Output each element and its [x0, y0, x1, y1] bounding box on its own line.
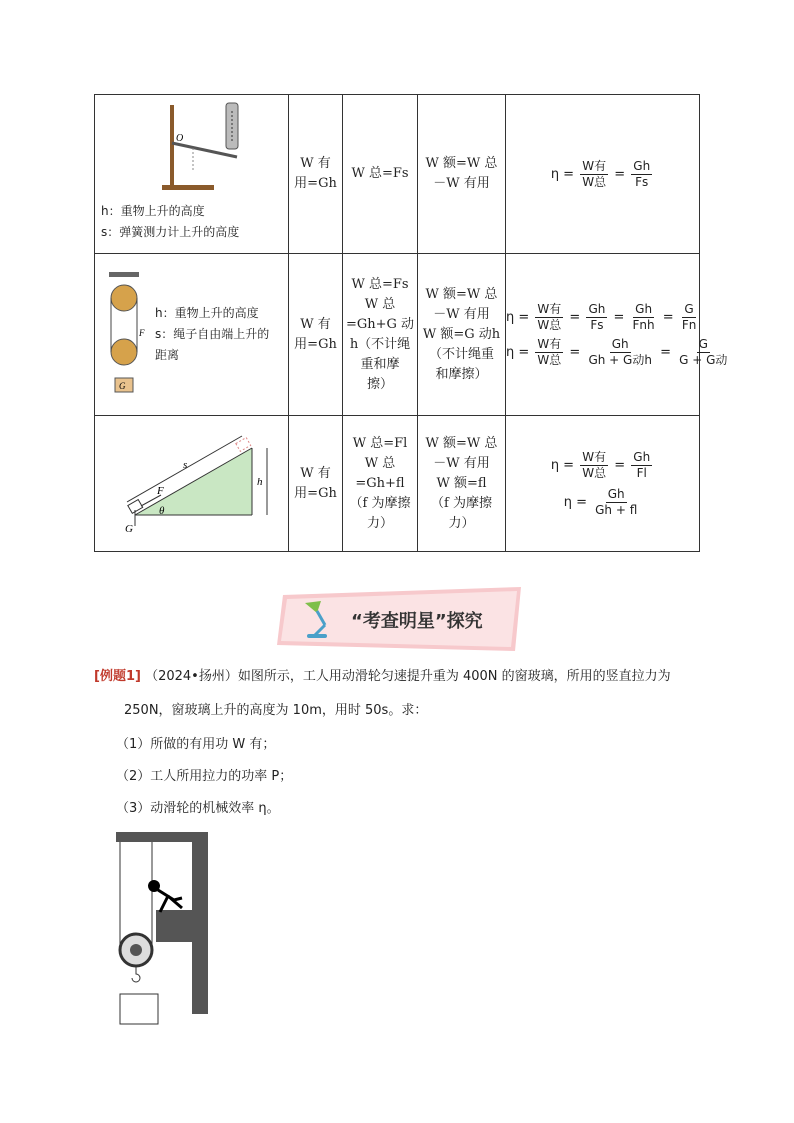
efficiency-cell	[506, 95, 700, 254]
formula-token: =	[565, 344, 585, 360]
formula-token: =	[565, 309, 585, 325]
useful-work-line: 用=Gh	[294, 336, 337, 352]
extra-work-line: W 额=W 总	[425, 156, 498, 171]
formula-fraction: $\frac{\text{W有}}{\text{W总}}$	[537, 301, 562, 332]
lever-figure-cell	[95, 95, 289, 254]
efficiency-cell	[506, 416, 700, 552]
incline-diagram	[107, 420, 277, 540]
force-label: F	[139, 327, 145, 338]
question-2: （2）工人所用拉力的功率 P；	[116, 769, 293, 784]
section-banner	[277, 587, 521, 651]
extra-work-line: －W 有用	[433, 176, 490, 191]
extra-work-cell	[418, 95, 506, 254]
efficiency-formula	[506, 336, 728, 368]
table-row	[95, 416, 700, 552]
total-work-line: h（不计绳	[349, 336, 411, 352]
useful-work-cell	[289, 416, 343, 552]
total-work-line: =Gh+G 动	[345, 316, 415, 332]
useful-work-line: W 有	[300, 316, 331, 332]
incline-label-f: F	[156, 485, 164, 497]
efficiency-cell	[506, 254, 728, 416]
extra-work-line: W 额=G 动h	[422, 326, 501, 342]
useful-work-line: 用=Gh	[294, 176, 337, 191]
extra-work-line: 力）	[448, 515, 475, 531]
formula-token: η =	[506, 344, 534, 360]
total-work-line: W 总=Fl	[352, 435, 408, 451]
pivot-label: O	[175, 133, 183, 144]
caption-s: s：绳子自由端上升的	[155, 327, 270, 341]
formula-token: =	[658, 309, 678, 325]
formula-fraction: $\frac{G}{\text{G + G动}}$	[679, 336, 728, 367]
extra-work-line: W 额=fl	[436, 475, 487, 491]
useful-work-cell	[289, 95, 343, 254]
extra-work-line: 和摩擦）	[435, 366, 488, 382]
total-work-line: 擦）	[366, 376, 393, 392]
incline-label-theta: θ	[158, 505, 164, 517]
caption-h: h：重物上升的高度	[101, 204, 205, 218]
question-3: （3）动滑轮的机械效率 η。	[116, 801, 280, 816]
useful-work-line: W 有	[300, 156, 331, 171]
example-tag: [例题1]	[94, 669, 141, 684]
total-work-line: W 总	[364, 296, 396, 312]
efficiency-formula	[506, 450, 699, 481]
extra-work-line: （f 为摩擦	[431, 495, 492, 511]
example-line-1	[94, 664, 714, 690]
total-work-line: =Gh+fl	[355, 475, 405, 491]
total-work-line: W 总=Fs	[351, 166, 409, 181]
total-work-line: 力）	[366, 515, 393, 531]
formula-fraction: $\frac{Gh}{\text{Fnh}}$	[632, 301, 655, 332]
efficiency-formula	[506, 302, 699, 333]
banner-title: “考查明星”探究	[351, 611, 483, 632]
lever-diagram	[102, 99, 282, 194]
formula-token: η =	[550, 457, 579, 473]
total-work-line: W 总=Fs	[351, 276, 409, 292]
formula-fraction: $\frac{G}{Fn}$	[681, 301, 697, 332]
total-work-line: （f 为摩擦	[349, 495, 411, 511]
total-work-line: 重和摩	[360, 356, 400, 372]
incline-figure-cell	[95, 416, 289, 552]
extra-work-line: （不计绳重	[428, 346, 494, 362]
formula-token: η =	[506, 309, 534, 325]
useful-work-line: W 有	[300, 465, 331, 481]
caption-h: h：重物上升的高度	[155, 306, 259, 320]
worker-pulley-figure	[112, 828, 212, 1028]
incline-label-h: h	[256, 476, 262, 488]
formula-fraction: $\frac{\text{W有}}{\text{W总}}$	[537, 336, 562, 367]
formula-token: =	[610, 457, 630, 473]
formula-fraction: $\frac{Gh}{\text{Gh + G动h}}$	[588, 336, 652, 367]
efficiency-formula	[506, 487, 699, 518]
extra-work-line: －W 有用	[433, 455, 490, 471]
pulley-diagram	[101, 270, 149, 400]
useful-work-line: 用=Gh	[294, 485, 337, 501]
question-1: （1）所做的有用功 W 有；	[116, 737, 276, 752]
formula-token: =	[609, 309, 629, 325]
extra-work-cell	[418, 254, 506, 416]
example-text: （2024•扬州）如图所示，工人用动滑轮匀速提升重为 400N 的窗玻璃，所用的竖直拉力为	[145, 669, 671, 684]
total-work-cell	[343, 95, 418, 254]
caption-s-cont: 距离	[155, 348, 180, 362]
total-work-line: W 总	[364, 455, 396, 471]
mechanism-table	[94, 94, 728, 552]
efficiency-formula: η = $\frac{\text{W有}}{\text{W总}}$ = $\frac{Gh}{Fs}$	[550, 158, 651, 189]
formula-fraction: $\frac{Gh}{Fs}$	[588, 301, 606, 332]
extra-work-line: －W 有用	[433, 306, 490, 322]
useful-work-cell	[289, 254, 343, 416]
incline-label-s: s	[182, 459, 187, 471]
example-line-2: 250N，窗玻璃上升的高度为 10m，用时 50s。求：	[124, 703, 428, 718]
extra-work-line: W 额=W 总	[425, 286, 498, 302]
total-work-cell	[343, 416, 418, 552]
incline-label-g: G	[124, 523, 133, 535]
formula-token: =	[655, 344, 676, 360]
formula-fraction: $\frac{Gh}{Gh + fl}$	[595, 486, 638, 517]
caption-s: s：弹簧测力计上升的高度	[101, 225, 240, 239]
desk-lamp-icon	[299, 597, 339, 641]
table-row	[95, 95, 700, 254]
formula-token: η =	[563, 494, 592, 510]
formula-fraction: $\frac{\text{W有}}{\text{W总}}$	[582, 449, 607, 480]
weight-label: G	[119, 380, 126, 391]
extra-work-cell	[418, 416, 506, 552]
pulley-figure-cell	[95, 254, 289, 416]
extra-work-line: W 额=W 总	[425, 435, 498, 451]
total-work-cell	[343, 254, 418, 416]
table-row	[95, 254, 700, 416]
formula-fraction: $\frac{Gh}{Fl}$	[633, 449, 651, 480]
